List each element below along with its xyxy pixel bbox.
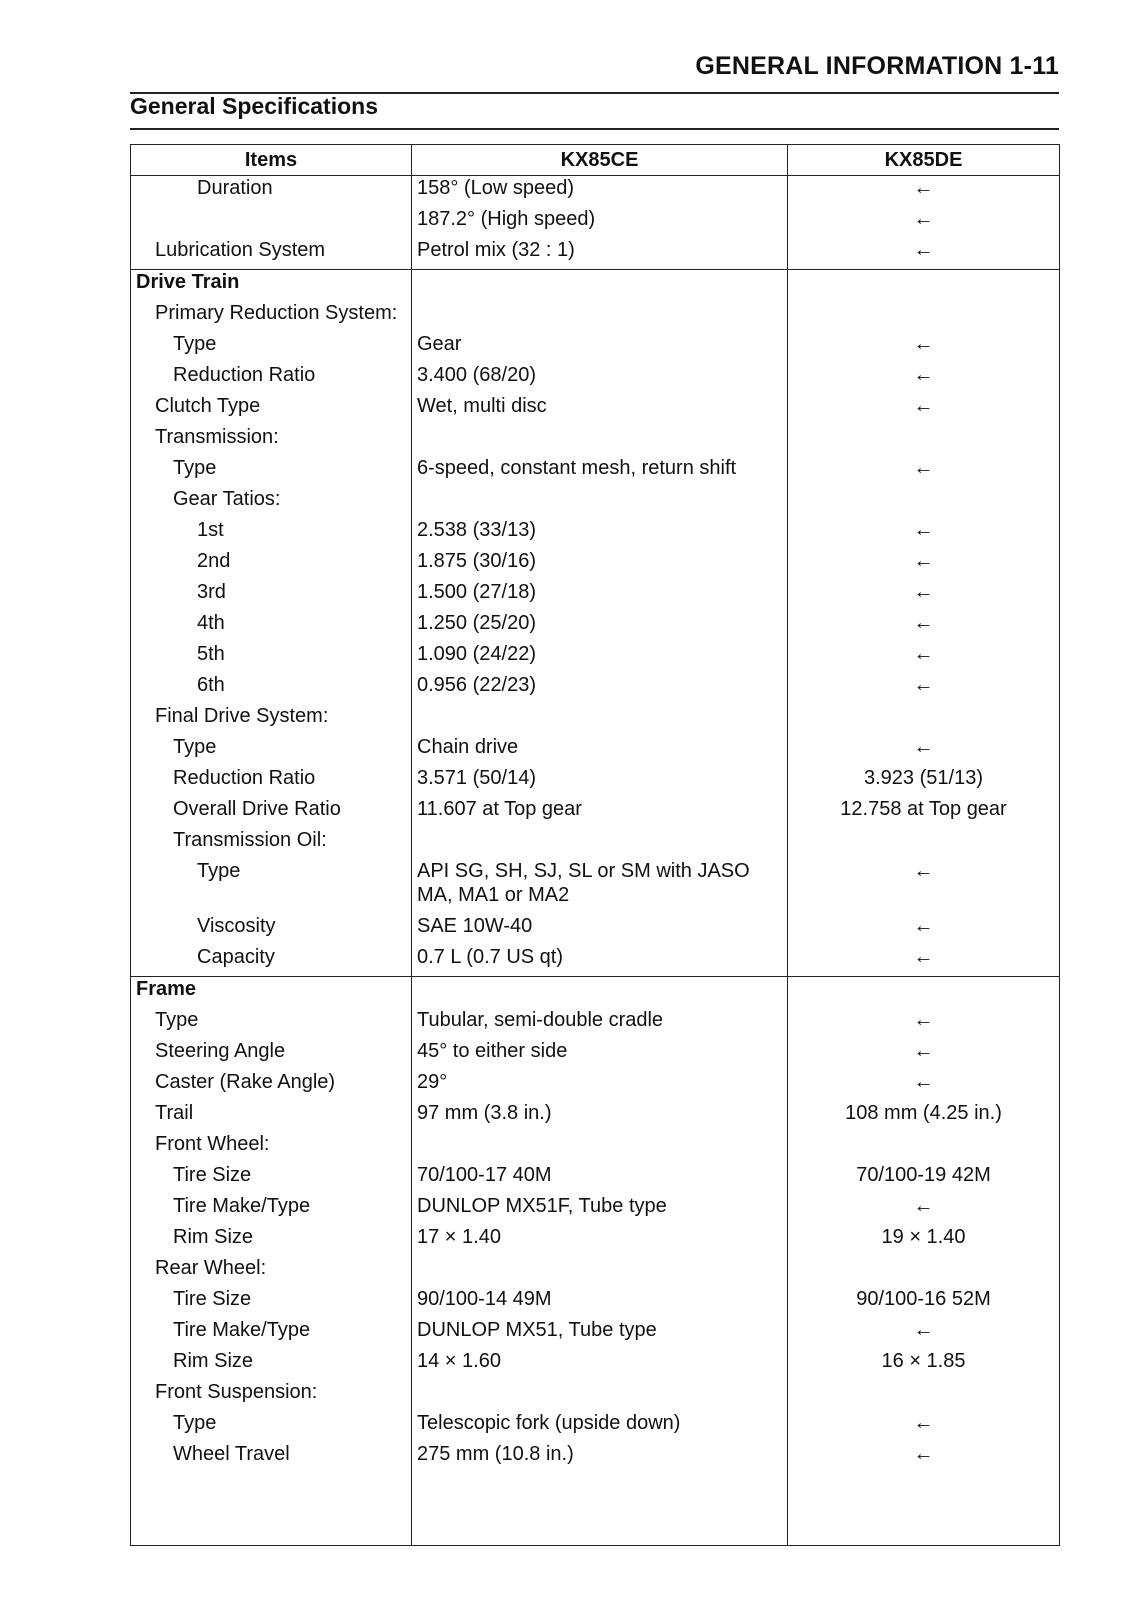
page-header (130, 52, 1059, 94)
row-value-kx85ce: 17 × 1.40 (412, 1225, 788, 1256)
row-item: Rim Size (173, 1350, 254, 1372)
row-value-kx85de: ← (788, 456, 1060, 487)
row-value-kx85de: ← (788, 1070, 1060, 1101)
table-row (131, 301, 1060, 332)
row-value-kx85de: ← (788, 332, 1060, 363)
row-value-kx85de: ← (788, 518, 1060, 549)
row-value-kx85de (788, 487, 1060, 518)
row-value-kx85de (788, 1380, 1060, 1411)
row-value-kx85ce: 70/100-17 40M (412, 1163, 788, 1194)
row-item: Type (173, 736, 217, 758)
row-value-kx85de (788, 1132, 1060, 1163)
row-value-kx85de: ← (788, 1442, 1060, 1473)
table-row (131, 425, 1060, 456)
section-title-text: General Specifications (130, 93, 378, 119)
row-value-kx85ce: 3.571 (50/14) (412, 766, 788, 797)
row-value-kx85de: 90/100-16 52M (788, 1287, 1060, 1318)
table-header-row (131, 145, 1060, 176)
table-row (131, 1194, 1060, 1225)
row-value-kx85ce: 29° (412, 1070, 788, 1101)
table-row (131, 1411, 1060, 1442)
row-value-kx85ce: 45° to either side (412, 1039, 788, 1070)
row-item: Front Suspension: (155, 1381, 318, 1403)
row-item: Type (173, 1412, 217, 1434)
row-value-kx85ce: 1.500 (27/18) (412, 580, 788, 611)
row-value-kx85de: 70/100-19 42M (788, 1163, 1060, 1194)
table-group-heading-row (131, 977, 1060, 1009)
table-row (131, 487, 1060, 518)
table-row (131, 207, 1060, 238)
row-value-kx85de: ← (788, 580, 1060, 611)
row-value-kx85de: ← (788, 735, 1060, 766)
row-value-kx85ce (412, 425, 788, 456)
table-row (131, 332, 1060, 363)
column-header-items: Items (131, 145, 412, 176)
row-item: Primary Reduction System: (155, 302, 398, 324)
row-item: Rim Size (173, 1226, 254, 1248)
row-item: Type (155, 1009, 199, 1031)
row-value-kx85ce (412, 828, 788, 859)
row-value-kx85de: ← (788, 1411, 1060, 1442)
row-value-kx85ce: Petrol mix (32 : 1) (412, 238, 788, 270)
table-row (131, 176, 1060, 208)
row-value-kx85ce: Tubular, semi-double cradle (412, 1008, 788, 1039)
row-value-kx85ce: 11.607 at Top gear (412, 797, 788, 828)
filler-cell (131, 1473, 412, 1546)
row-item: Trail (155, 1102, 194, 1124)
row-value-kx85ce: DUNLOP MX51, Tube type (412, 1318, 788, 1349)
row-value-kx85de: ← (788, 1039, 1060, 1070)
row-value-kx85de: ← (788, 1008, 1060, 1039)
row-value-kx85ce: Telescopic fork (upside down) (412, 1411, 788, 1442)
group-heading-drive-train: Drive Train (131, 270, 412, 302)
row-value-kx85de: ← (788, 945, 1060, 977)
row-value-kx85ce (412, 487, 788, 518)
table-group-heading-row (131, 270, 1060, 302)
table-row (131, 1349, 1060, 1380)
row-value-kx85ce: 6-speed, constant mesh, return shift (412, 456, 788, 487)
table-row (131, 1225, 1060, 1256)
row-value-kx85ce: Gear (412, 332, 788, 363)
row-value-kx85de: ← (788, 363, 1060, 394)
row-value-kx85ce: DUNLOP MX51F, Tube type (412, 1194, 788, 1225)
row-value-kx85de (788, 828, 1060, 859)
row-value-kx85ce: 1.090 (24/22) (412, 642, 788, 673)
row-value-kx85de: ← (788, 207, 1060, 238)
table-row (131, 363, 1060, 394)
row-value-kx85de: ← (788, 642, 1060, 673)
row-value-kx85ce (412, 301, 788, 332)
table-row (131, 735, 1060, 766)
table-row (131, 238, 1060, 270)
table-row (131, 456, 1060, 487)
row-item: Final Drive System: (155, 705, 329, 727)
row-value-kx85ce: SAE 10W-40 (412, 914, 788, 945)
row-item: Clutch Type (155, 395, 261, 417)
row-item: Viscosity (197, 915, 276, 937)
column-header-kx85de: KX85DE (788, 145, 1060, 176)
group-heading-frame: Frame (131, 977, 412, 1009)
row-item: 5th (197, 643, 225, 665)
row-value-kx85de: ← (788, 859, 1060, 914)
row-item: Lubrication System (155, 239, 326, 261)
row-value-kx85ce: 14 × 1.60 (412, 1349, 788, 1380)
row-value-kx85de: ← (788, 549, 1060, 580)
table-row (131, 914, 1060, 945)
table-row (131, 1287, 1060, 1318)
row-item: Wheel Travel (173, 1443, 290, 1465)
running-title: GENERAL INFORMATION 1-11 (695, 52, 1059, 80)
row-value-kx85ce (412, 1256, 788, 1287)
row-value-kx85ce (412, 270, 788, 302)
row-value-kx85de (788, 425, 1060, 456)
row-item: 2nd (197, 550, 231, 572)
row-value-kx85ce: Wet, multi disc (412, 394, 788, 425)
row-value-kx85ce: 97 mm (3.8 in.) (412, 1101, 788, 1132)
row-item: Tire Make/Type (173, 1319, 311, 1341)
table-row (131, 1318, 1060, 1349)
table-row (131, 642, 1060, 673)
row-item: Reduction Ratio (173, 767, 316, 789)
table-row (131, 549, 1060, 580)
row-item: Rear Wheel: (155, 1257, 267, 1279)
table-row (131, 580, 1060, 611)
row-value-kx85de: ← (788, 394, 1060, 425)
filler-cell (788, 1473, 1060, 1546)
table-row (131, 673, 1060, 704)
row-value-kx85de: ← (788, 176, 1060, 208)
row-value-kx85ce: 1.875 (30/16) (412, 549, 788, 580)
row-item: Duration (197, 177, 273, 199)
table-row (131, 828, 1060, 859)
row-value-kx85de (788, 704, 1060, 735)
table-row (131, 945, 1060, 977)
table-row (131, 611, 1060, 642)
row-value-kx85ce: API SG, SH, SJ, SL or SM with JASO MA, MA1 or MA2 (412, 859, 788, 914)
table-row (131, 1256, 1060, 1287)
table-row (131, 1008, 1060, 1039)
row-value-kx85ce: 275 mm (10.8 in.) (412, 1442, 788, 1473)
row-item: 6th (197, 674, 225, 696)
row-item: 4th (197, 612, 225, 634)
row-value-kx85ce: 90/100-14 49M (412, 1287, 788, 1318)
row-value-kx85de: ← (788, 611, 1060, 642)
row-item: Tire Size (173, 1164, 252, 1186)
row-value-kx85de: 16 × 1.85 (788, 1349, 1060, 1380)
column-header-kx85ce: KX85CE (412, 145, 788, 176)
row-item: Type (197, 860, 241, 882)
row-value-kx85de (788, 270, 1060, 302)
row-value-kx85de (788, 301, 1060, 332)
row-value-kx85ce: 0.7 L (0.7 US qt) (412, 945, 788, 977)
row-item: Front Wheel: (155, 1133, 270, 1155)
row-value-kx85de (788, 977, 1060, 1009)
specifications-table (130, 144, 1060, 1546)
table-row (131, 1380, 1060, 1411)
row-value-kx85ce (412, 977, 788, 1009)
table-filler-row (131, 1473, 1060, 1546)
table-row (131, 1101, 1060, 1132)
row-value-kx85de (788, 1256, 1060, 1287)
row-value-kx85ce: 187.2° (High speed) (412, 207, 788, 238)
row-value-kx85de: 3.923 (51/13) (788, 766, 1060, 797)
row-value-kx85ce: 158° (Low speed) (412, 176, 788, 208)
row-value-kx85ce: Chain drive (412, 735, 788, 766)
table-row (131, 797, 1060, 828)
table-row (131, 1442, 1060, 1473)
table-row (131, 704, 1060, 735)
row-value-kx85ce: 1.250 (25/20) (412, 611, 788, 642)
row-value-kx85de: ← (788, 238, 1060, 270)
filler-cell (412, 1473, 788, 1546)
section-title (130, 92, 1059, 130)
row-value-kx85ce: 0.956 (22/23) (412, 673, 788, 704)
row-item: Capacity (197, 946, 275, 968)
row-item: Gear Tatios: (173, 488, 281, 510)
row-item: Caster (Rake Angle) (155, 1071, 336, 1093)
table-row (131, 1132, 1060, 1163)
row-value-kx85de: ← (788, 914, 1060, 945)
row-value-kx85de: 12.758 at Top gear (788, 797, 1060, 828)
row-value-kx85de: 19 × 1.40 (788, 1225, 1060, 1256)
row-item: Tire Size (173, 1288, 252, 1310)
row-value-kx85ce (412, 704, 788, 735)
row-item: Overall Drive Ratio (173, 798, 341, 820)
row-item: Transmission: (155, 426, 279, 448)
table-row (131, 766, 1060, 797)
row-item: Steering Angle (155, 1040, 286, 1062)
table-row (131, 1070, 1060, 1101)
row-value-kx85de: 108 mm (4.25 in.) (788, 1101, 1060, 1132)
table-row (131, 1039, 1060, 1070)
table-row (131, 859, 1060, 914)
table-row (131, 394, 1060, 425)
row-item: Tire Make/Type (173, 1195, 311, 1217)
row-value-kx85de: ← (788, 673, 1060, 704)
row-item: Transmission Oil: (173, 829, 327, 851)
row-item: Type (173, 457, 217, 479)
row-item: 3rd (197, 581, 226, 603)
row-value-kx85ce (412, 1132, 788, 1163)
row-value-kx85de: ← (788, 1318, 1060, 1349)
row-value-kx85ce: 2.538 (33/13) (412, 518, 788, 549)
row-item: 1st (197, 519, 224, 541)
row-value-kx85ce: 3.400 (68/20) (412, 363, 788, 394)
table-row (131, 1163, 1060, 1194)
row-value-kx85de: ← (788, 1194, 1060, 1225)
row-value-kx85ce (412, 1380, 788, 1411)
table-row (131, 518, 1060, 549)
row-item: Reduction Ratio (173, 364, 316, 386)
row-item: Type (173, 333, 217, 355)
